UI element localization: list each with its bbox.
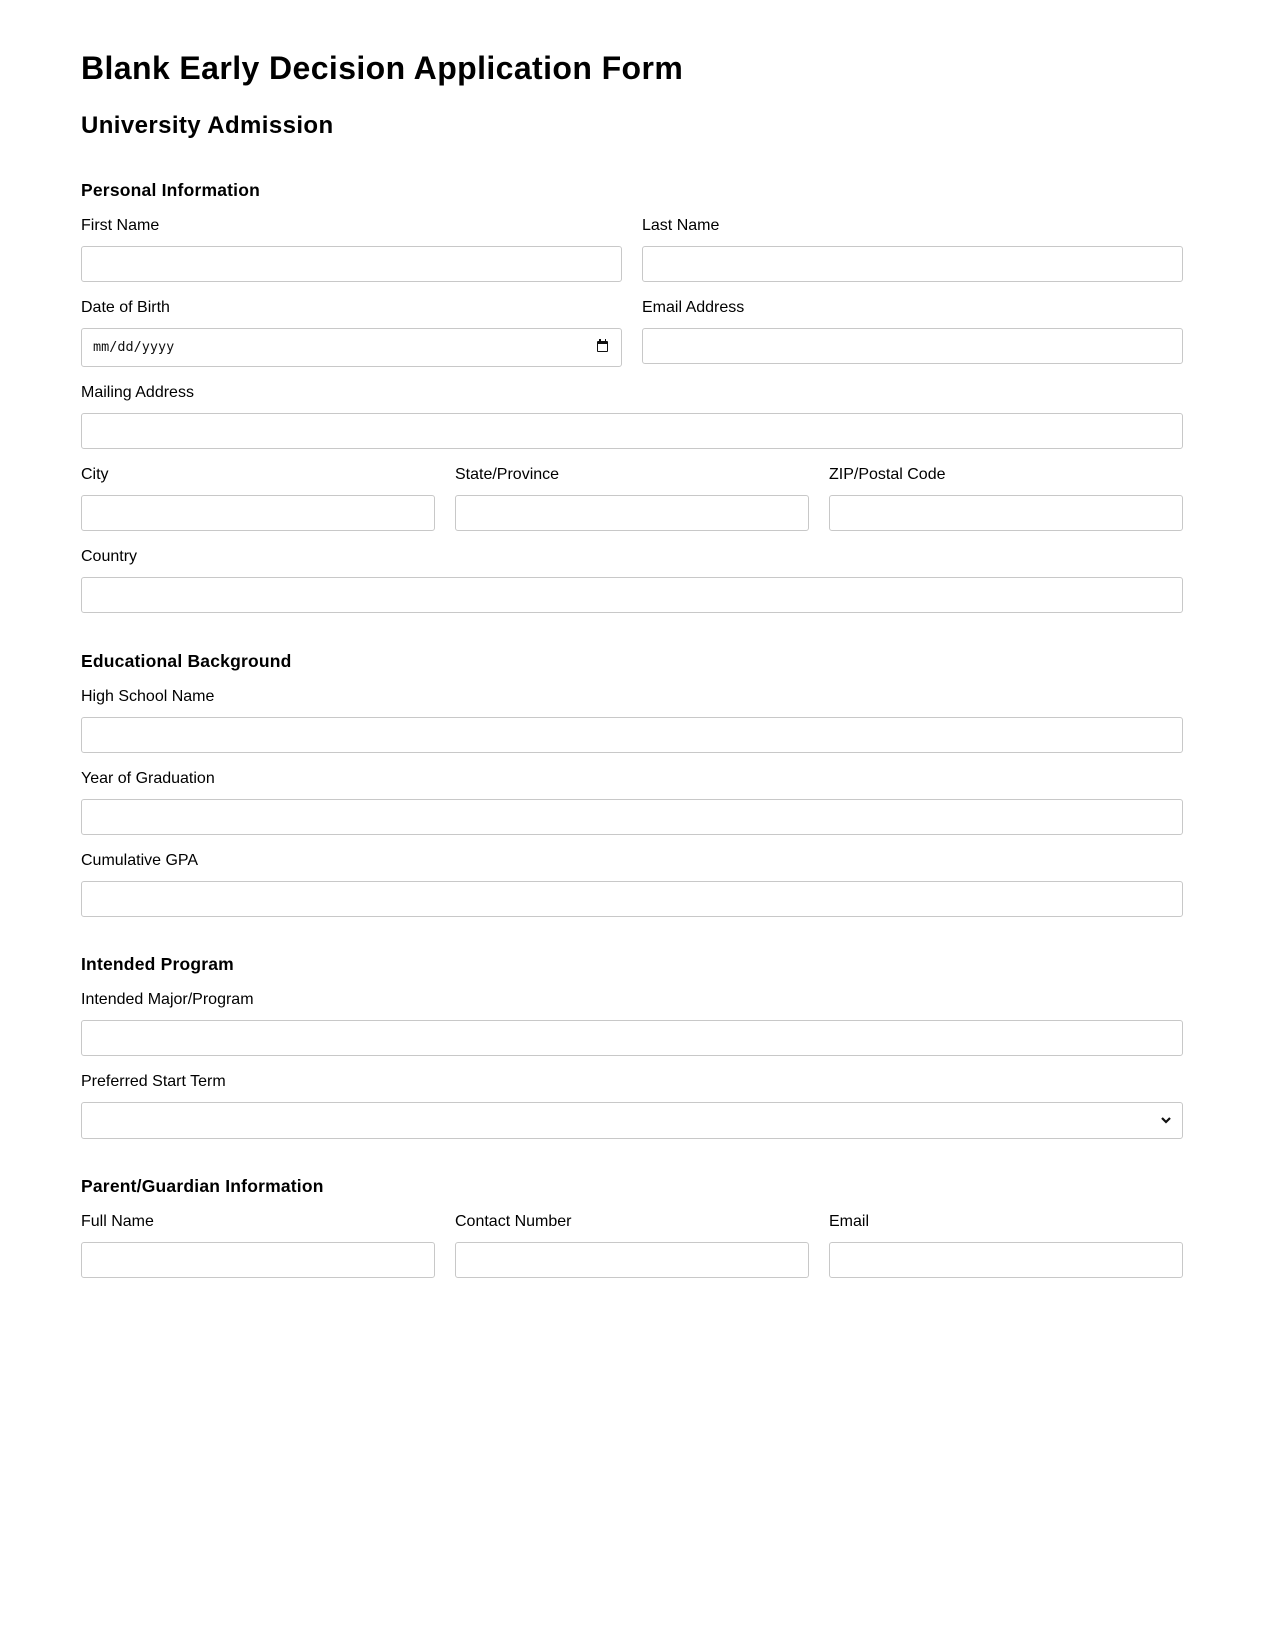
country-input[interactable] — [81, 577, 1183, 613]
mailing-address-field — [81, 384, 1183, 449]
city-input[interactable] — [81, 495, 435, 531]
state-field — [455, 466, 809, 531]
chevron-down-icon — [1160, 1114, 1172, 1126]
first-name-label: First Name — [81, 217, 160, 234]
page-subtitle: University Admission — [81, 112, 334, 139]
grad-year-input[interactable] — [81, 799, 1183, 835]
start-term-field — [81, 1073, 1183, 1139]
gpa-field — [81, 852, 1183, 917]
high-school-label: High School Name — [81, 688, 215, 705]
mailing-address-input[interactable] — [81, 413, 1183, 449]
high-school-input[interactable] — [81, 717, 1183, 753]
gpa-label: Cumulative GPA — [81, 852, 199, 869]
start-term-label: Preferred Start Term — [81, 1073, 226, 1090]
mailing-address-label: Mailing Address — [81, 384, 194, 401]
country-label: Country — [81, 548, 138, 565]
country-field — [81, 548, 1183, 613]
gpa-input[interactable] — [81, 881, 1183, 917]
dob-label: Date of Birth — [81, 299, 170, 316]
zip-label: ZIP/Postal Code — [829, 466, 946, 483]
last-name-input[interactable] — [642, 246, 1183, 282]
email-field — [642, 299, 1183, 364]
grad-year-field — [81, 770, 1183, 835]
major-field — [81, 991, 1183, 1056]
email-label: Email Address — [642, 299, 745, 316]
zip-input[interactable] — [829, 495, 1183, 531]
guardian-email-input[interactable] — [829, 1242, 1183, 1278]
guardian-email-label: Email — [829, 1213, 870, 1230]
major-label: Intended Major/Program — [81, 991, 254, 1008]
city-field — [81, 466, 435, 531]
first-name-field — [81, 217, 622, 282]
calendar-icon[interactable] — [597, 341, 608, 352]
grad-year-label: Year of Graduation — [81, 770, 215, 787]
section-title-guardian: Parent/Guardian Information — [81, 1176, 324, 1196]
section-title-personal: Personal Information — [81, 180, 261, 200]
section-title-program: Intended Program — [81, 954, 234, 974]
guardian-name-field — [81, 1213, 435, 1278]
guardian-contact-input[interactable] — [455, 1242, 809, 1278]
guardian-name-label: Full Name — [81, 1213, 154, 1230]
last-name-label: Last Name — [642, 217, 720, 234]
last-name-field — [642, 217, 1183, 282]
state-label: State/Province — [455, 466, 560, 483]
guardian-email-field — [829, 1213, 1183, 1278]
guardian-name-input[interactable] — [81, 1242, 435, 1278]
guardian-contact-field — [455, 1213, 809, 1278]
email-input[interactable] — [642, 328, 1183, 364]
guardian-contact-label: Contact Number — [455, 1213, 572, 1230]
dob-placeholder: mm/dd/yyyy — [93, 339, 175, 355]
zip-field — [829, 466, 1183, 531]
start-term-select[interactable] — [81, 1102, 1183, 1139]
section-title-education: Educational Background — [81, 651, 292, 671]
first-name-input[interactable] — [81, 246, 622, 282]
dob-input[interactable] — [81, 328, 622, 367]
state-input[interactable] — [455, 495, 809, 531]
high-school-field — [81, 688, 1183, 753]
page-title: Blank Early Decision Application Form — [81, 50, 684, 86]
major-input[interactable] — [81, 1020, 1183, 1056]
dob-field — [81, 299, 622, 367]
city-label: City — [81, 466, 109, 483]
